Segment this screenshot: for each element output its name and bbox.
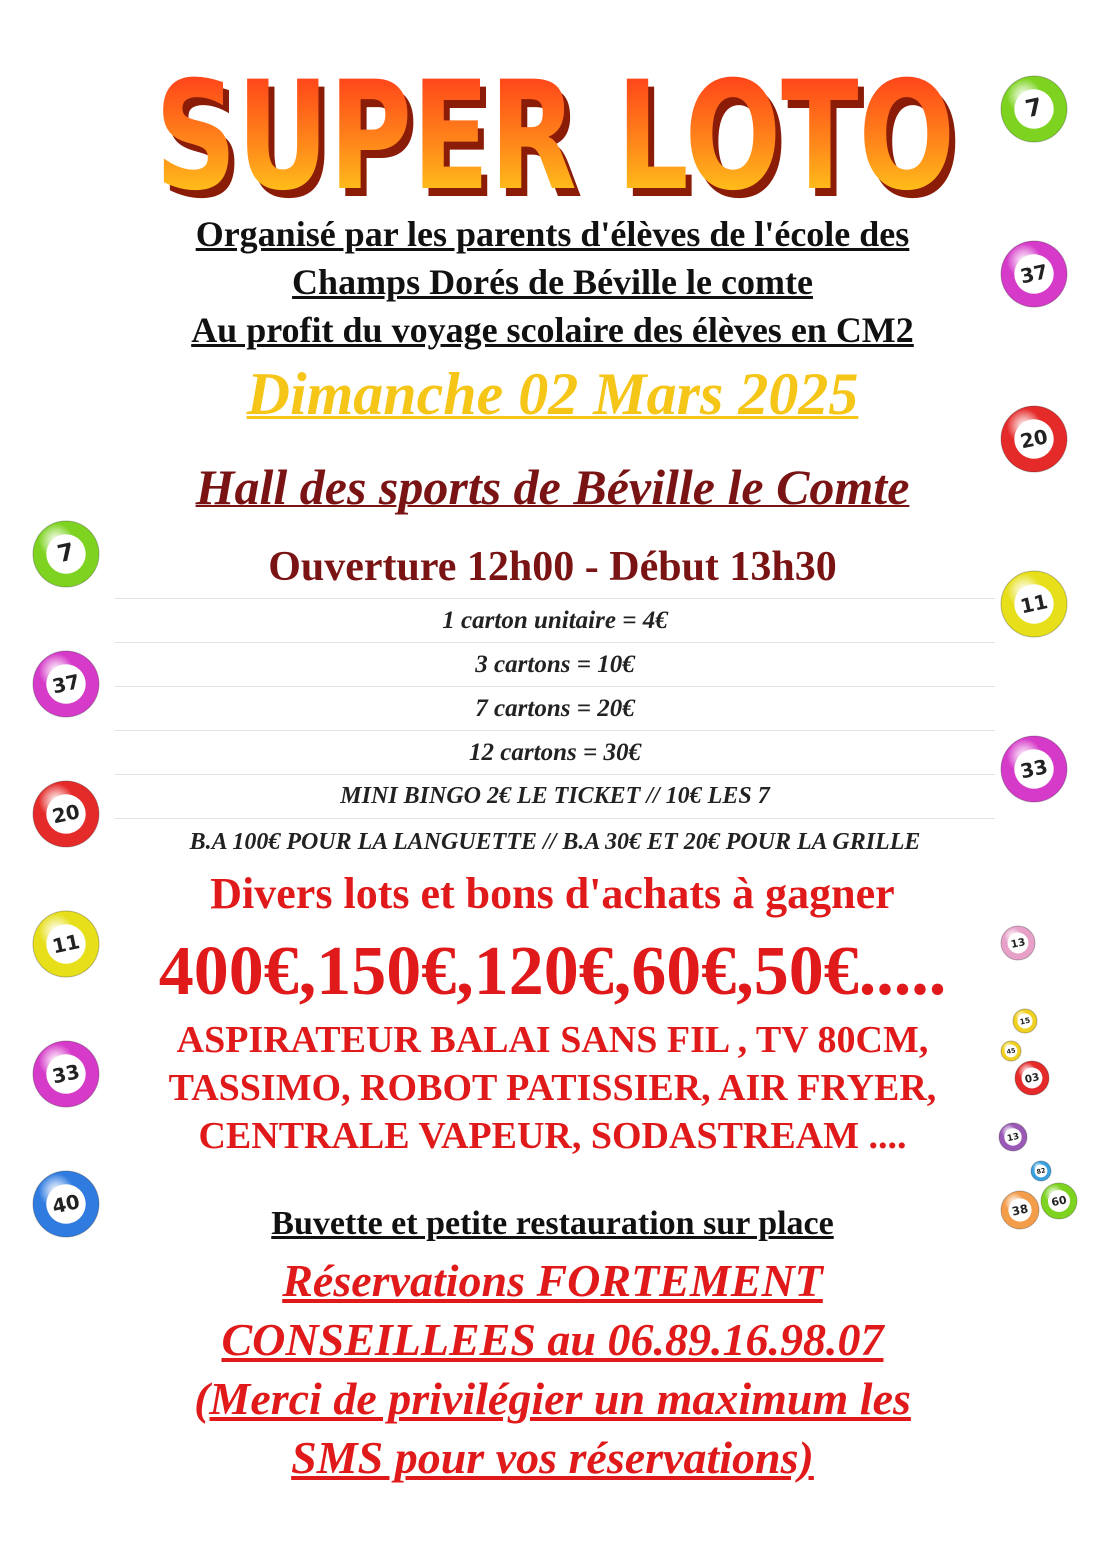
price-list [115,598,995,867]
buvette-info: Buvette et petite restauration sur place [271,1205,834,1242]
reservation-line-2: CONSEILLEES au 06.89.16.98.07 [221,1314,884,1365]
bingo-ball-icon [1000,570,1068,638]
ball-number: 13 [1009,936,1027,951]
super-loto-title [135,28,975,218]
ball-number: 11 [50,930,82,959]
event-venue: Hall des sports de Béville le Comte [195,459,910,515]
price-row: 12 cartons = 30€ [115,731,995,775]
bingo-ball-icon [1014,1060,1050,1096]
bingo-ball-icon [1000,735,1068,803]
bingo-ball-icon [1000,405,1068,473]
reservation-block [105,1251,1000,1487]
bingo-ball-icon [1000,1190,1040,1230]
reservation-line-3: (Merci de privilégier un maximum les [194,1373,911,1424]
prize-item: TASSIMO, ROBOT PATISSIER, AIR FRYER, [168,1067,937,1109]
ball-number: 33 [50,1060,82,1089]
price-row: 1 carton unitaire = 4€ [115,599,995,643]
bingo-ball-icon [32,780,100,848]
bingo-ball-icon [32,1170,100,1238]
price-row: MINI BINGO 2€ LE TICKET // 10€ LES 7 [115,775,995,819]
bingo-ball-icon [1000,75,1068,143]
organizer-line-1: Organisé par les parents d'élèves de l'école des [195,214,910,254]
ball-number: 37 [1018,260,1050,289]
bingo-ball-icon [998,1122,1028,1152]
price-row: 3 cartons = 10€ [115,643,995,687]
bingo-ball-icon [1012,1008,1038,1034]
bingo-ball-icon [1000,1040,1022,1062]
bingo-ball-icon [32,1040,100,1108]
reservation-line-4: SMS pour vos réservations) [291,1432,814,1483]
ball-number: 11 [1018,590,1050,619]
prize-item: CENTRALE VAPEUR, SODASTREAM .... [198,1115,907,1157]
ball-number: 45 [1005,1046,1017,1057]
organizer-line-3: Au profit du voyage scolaire des élèves en CM2 [191,310,914,350]
bingo-ball-icon [1000,240,1068,308]
ball-number: 7 [54,537,77,569]
event-date: Dimanche 02 Mars 2025 [246,361,859,427]
ball-number: 60 [1050,1193,1068,1210]
bingo-ball-icon [1030,1160,1052,1182]
bingo-ball-icon [32,650,100,718]
prizes-headline: Divers lots et bons d'achats à gagner [210,869,895,918]
bingo-ball-icon [32,520,100,588]
title-shadow: SUPER LOTO [161,58,961,218]
prizes-amounts: 400€,150€,120€,60€,50€..... [158,933,947,1010]
organizer-block [105,210,1000,354]
organizer-line-2: Champs Dorés de Béville le comte [292,262,813,302]
ball-number: 20 [50,800,82,829]
title-text: SUPER LOTO [155,50,955,218]
ball-number: 15 [1018,1015,1032,1027]
prizes-items [105,1016,1000,1160]
bingo-ball-icon [32,910,100,978]
ball-number: 20 [1018,425,1050,454]
price-row: B.A 100€ POUR LA LANGUETTE // B.A 30€ ET 20€ POUR LA GRILLE [115,819,995,867]
price-row: 7 cartons = 20€ [115,687,995,731]
bingo-ball-icon [1040,1182,1078,1220]
ball-number: 33 [1018,755,1050,784]
event-hours: Ouverture 12h00 - Début 13h30 [268,544,837,590]
reservation-line-1: Réservations FORTEMENT [282,1255,823,1306]
ball-number: 40 [50,1190,82,1219]
ball-number: 7 [1022,92,1045,124]
ball-number: 03 [1023,1071,1041,1086]
ball-number: 13 [1006,1131,1021,1145]
bingo-ball-icon [1000,925,1036,961]
ball-number: 38 [1010,1201,1030,1219]
ball-number: 37 [50,670,82,699]
prize-item: ASPIRATEUR BALAI SANS FIL , TV 80CM, [176,1019,929,1061]
ball-number: 82 [1035,1166,1047,1177]
